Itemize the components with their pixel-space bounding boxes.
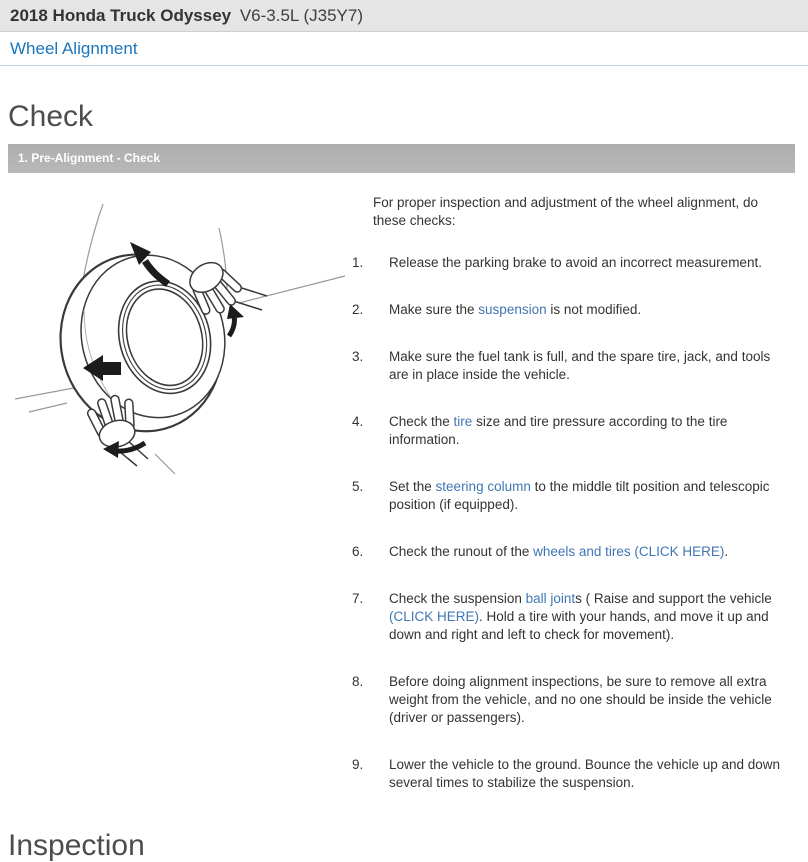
step-number: 2.	[352, 302, 364, 317]
procedure-content	[0, 194, 808, 821]
step-text: Check the tire size and tire pressure according to the tire information.	[389, 414, 728, 447]
tire-illustration	[15, 200, 345, 490]
procedure-text	[350, 194, 787, 821]
wheel-alignment-link[interactable]: Wheel Alignment	[10, 39, 138, 58]
steps-list	[350, 254, 787, 792]
inline-link[interactable]: (CLICK HERE)	[389, 609, 480, 624]
step-item	[350, 478, 787, 514]
next-section-heading: Inspection	[8, 829, 145, 862]
step-number: 5.	[352, 479, 364, 494]
step-number: 4.	[352, 414, 364, 429]
step-number: 6.	[352, 544, 364, 559]
step-item	[350, 413, 787, 449]
step-number: 9.	[352, 757, 364, 772]
vehicle-title: 2018 Honda Truck Odyssey	[10, 6, 232, 25]
vehicle-header	[0, 0, 808, 32]
step-item	[350, 348, 787, 384]
step-number: 8.	[352, 674, 364, 689]
step-item	[350, 543, 787, 561]
step-text: Release the parking brake to avoid an incorrect measurement.	[389, 255, 762, 270]
step-text: Check the suspension ball joints ( Raise and support the vehicle (CLICK HERE). Hold a tire with your hands, and move it up and down and right and left to check for movement).	[389, 591, 772, 642]
step-text: Lower the vehicle to the ground. Bounce the vehicle up and down several times to stabilize the suspension.	[389, 757, 781, 790]
section-heading: Check	[8, 100, 94, 133]
step-text: Set the steering column to the middle tilt position and telescopic position (if equipped).	[389, 479, 770, 512]
step-number: 7.	[352, 591, 364, 606]
procedure-bar-label: 1. Pre-Alignment - Check	[18, 151, 161, 165]
inline-link[interactable]: steering column	[435, 479, 531, 494]
step-text: Check the runout of the wheels and tires (CLICK HERE).	[389, 544, 729, 559]
step-text: Make sure the suspension is not modified.	[389, 302, 642, 317]
step-item	[350, 673, 787, 727]
intro-text: For proper inspection and adjustment of the wheel alignment, do these checks:	[373, 195, 758, 228]
step-text: Make sure the fuel tank is full, and the spare tire, jack, and tools are in place inside the vehicle.	[389, 349, 771, 382]
inline-link[interactable]: tire	[453, 414, 473, 429]
tire-figure	[0, 194, 350, 821]
inline-link[interactable]: wheels and tires (CLICK HERE)	[533, 544, 725, 559]
vehicle-spec: V6-3.5L (J35Y7)	[239, 6, 364, 25]
procedure-bar	[8, 144, 795, 173]
step-item	[350, 301, 787, 319]
step-number: 1.	[352, 255, 364, 270]
step-text: Before doing alignment inspections, be sure to remove all extra weight from the vehicle, and no one should be inside the vehicle (driver or passengers).	[389, 674, 772, 725]
step-item	[350, 590, 787, 644]
inline-link[interactable]: suspension	[478, 302, 547, 317]
step-item	[350, 756, 787, 792]
breadcrumb	[0, 32, 808, 66]
inline-link[interactable]: ball joint	[525, 591, 576, 606]
step-number: 3.	[352, 349, 364, 364]
step-item	[350, 254, 787, 272]
